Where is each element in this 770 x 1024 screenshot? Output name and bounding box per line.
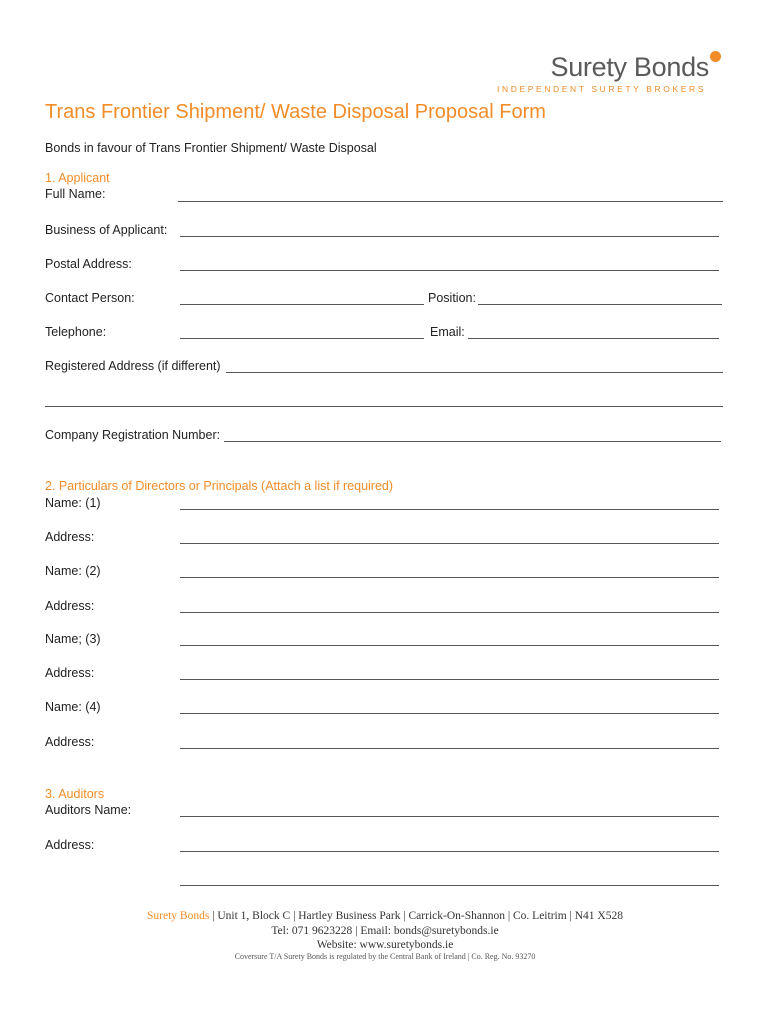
section-applicant-heading: 1. Applicant (45, 171, 110, 185)
email-label: Email: (430, 325, 465, 339)
footer-regulatory: Coversure T/A Surety Bonds is regulated by the Central Bank of Ireland | Co. Reg. No. 93270 (234, 952, 536, 961)
footer-website: Website: www.suretybonds.ie (316, 939, 454, 951)
section-auditors-heading: 3. Auditors (45, 787, 105, 801)
section-directors-heading: 2. Particulars of Directors or Principals (Attach a list if required) (45, 479, 394, 493)
footer-brand: Surety Bonds (147, 910, 210, 922)
director-address-4-label: Address: (45, 735, 95, 749)
director-name-4-field[interactable] (180, 713, 719, 714)
auditor-address-label: Address: (45, 838, 95, 852)
company-registration-field[interactable] (224, 441, 721, 442)
company-registration-label: Company Registration Number: (45, 428, 221, 442)
director-address-1-field[interactable] (180, 543, 719, 544)
company-logo (497, 52, 720, 94)
director-name-2-label: Name: (2) (45, 564, 101, 578)
footer-address-text: | Unit 1, Block C | Hartley Business Park | Carrick-On-Shannon | Co. Leitrim | N41 X528 (209, 910, 623, 922)
postal-address-field[interactable] (180, 270, 719, 271)
telephone-field[interactable] (180, 338, 424, 339)
contact-person-field[interactable] (180, 304, 424, 305)
footer-address (0, 910, 770, 922)
full-name-field[interactable] (178, 201, 723, 202)
telephone-label: Telephone: (45, 325, 107, 339)
registered-address-field-line2[interactable] (45, 406, 723, 407)
director-name-3-field[interactable] (180, 645, 719, 646)
auditor-address-field-line2[interactable] (180, 885, 719, 886)
footer-contact: Tel: 071 9623228 | Email: bonds@suretybonds.ie (271, 925, 499, 937)
director-address-3-field[interactable] (180, 679, 719, 680)
logo-tagline: INDEPENDENT SURETY BROKERS (497, 84, 706, 94)
contact-person-label: Contact Person: (45, 291, 135, 305)
registered-address-field[interactable] (226, 372, 723, 373)
form-subtitle: Bonds in favour of Trans Frontier Shipment/ Waste Disposal (45, 141, 377, 155)
director-name-4-label: Name: (4) (45, 700, 101, 714)
form-title: Trans Frontier Shipment/ Waste Disposal Proposal Form (45, 101, 546, 123)
position-label: Position: (428, 291, 476, 305)
director-name-2-field[interactable] (180, 577, 719, 578)
position-field[interactable] (478, 304, 722, 305)
business-field[interactable] (180, 236, 719, 237)
director-address-1-label: Address: (45, 530, 95, 544)
director-name-3-label: Name; (3) (45, 632, 101, 646)
auditor-address-field[interactable] (180, 851, 719, 852)
director-address-2-label: Address: (45, 599, 95, 613)
director-address-2-field[interactable] (180, 612, 719, 613)
full-name-label: Full Name: (45, 187, 106, 201)
director-name-1-field[interactable] (180, 509, 719, 510)
postal-address-label: Postal Address: (45, 257, 132, 271)
registered-address-label: Registered Address (if different) (45, 359, 221, 373)
logo-name: Surety Bonds (550, 52, 709, 82)
auditor-name-label: Auditors Name: (45, 803, 132, 817)
email-field[interactable] (468, 338, 719, 339)
auditor-name-field[interactable] (180, 816, 719, 817)
director-name-1-label: Name: (1) (45, 496, 101, 510)
business-label: Business of Applicant: (45, 223, 168, 237)
director-address-3-label: Address: (45, 666, 95, 680)
director-address-4-field[interactable] (180, 748, 719, 749)
logo-mark-icon (710, 51, 721, 62)
